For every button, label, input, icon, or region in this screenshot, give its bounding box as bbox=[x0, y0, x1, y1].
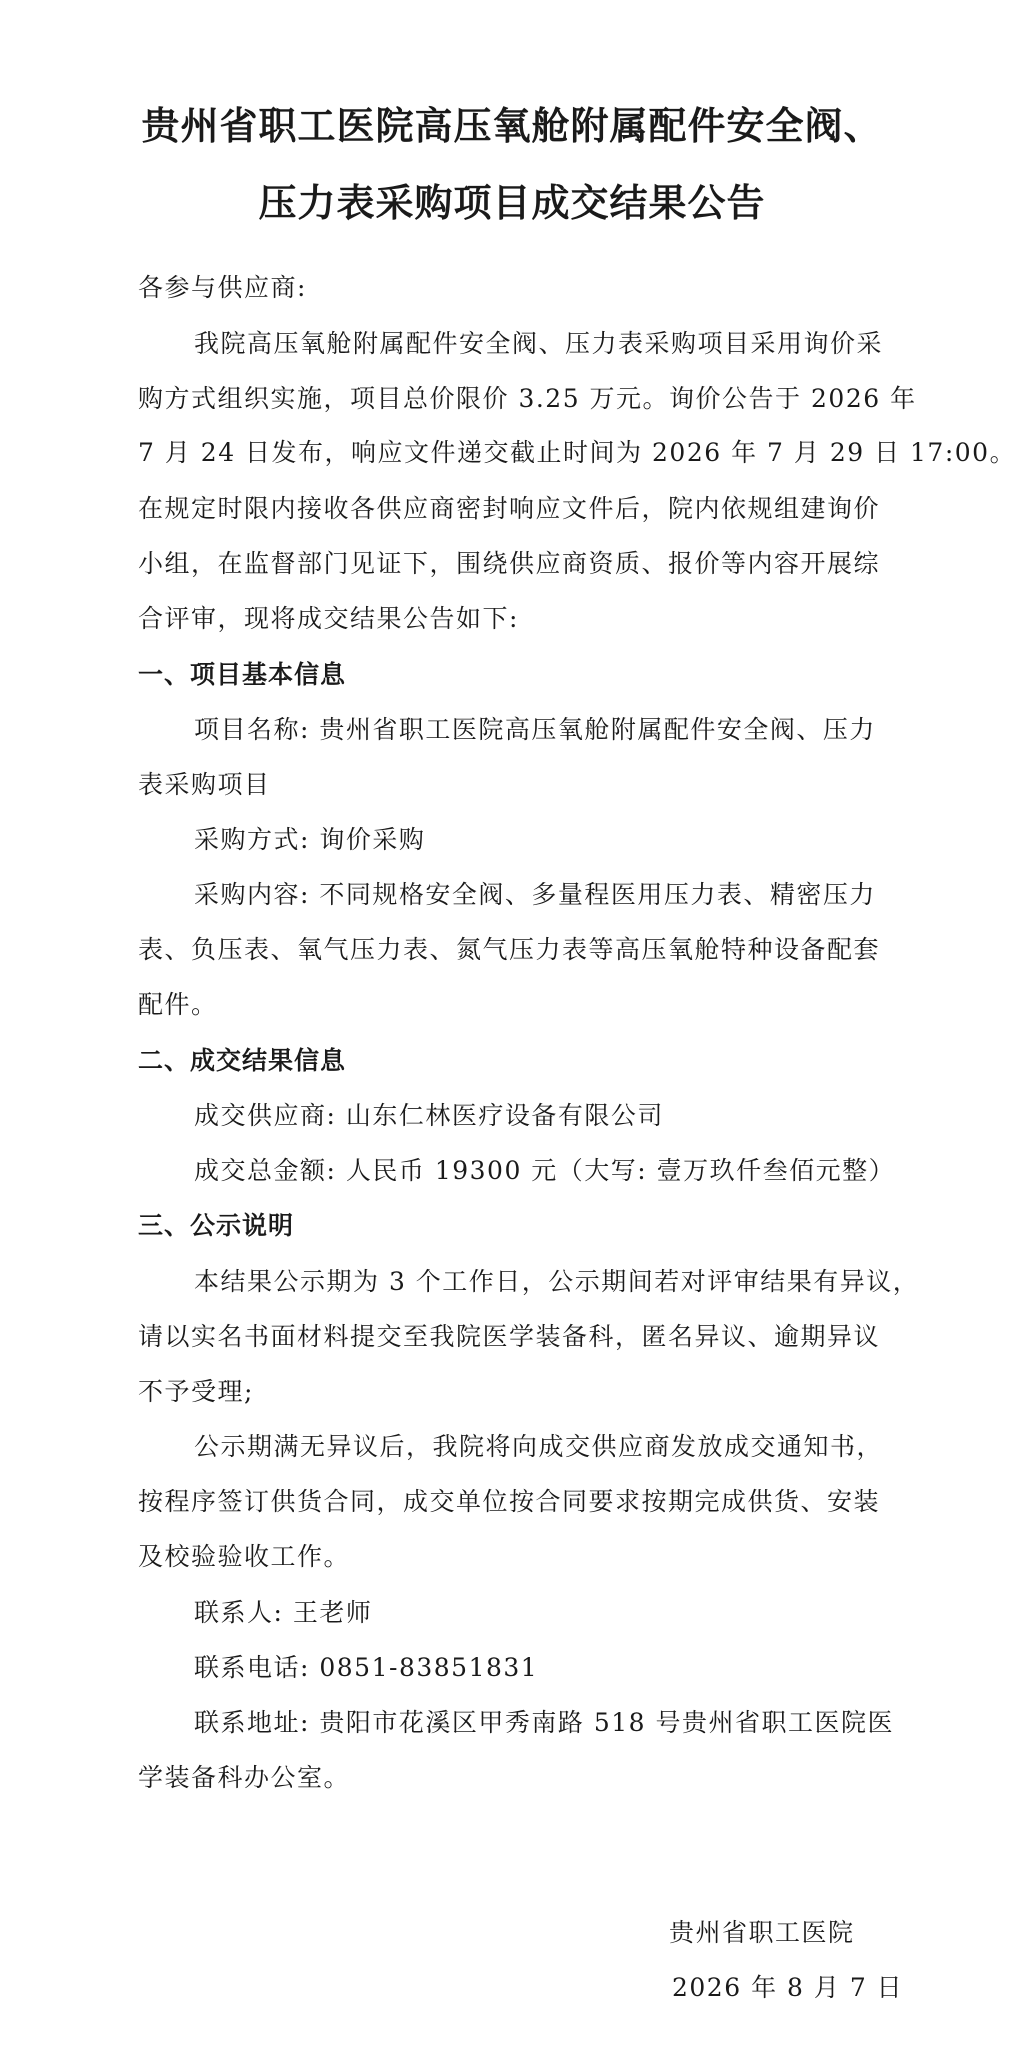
procurement-content-line: 采购内容: 不同规格安全阀、多量程医用压力表、精密压力 bbox=[194, 880, 876, 909]
procurement-content-line: 配件。 bbox=[138, 990, 218, 1019]
project-name-line: 项目名称: 贵州省职工医院高压氧舱附属配件安全阀、压力 bbox=[194, 715, 876, 744]
notice-line: 及校验验收工作。 bbox=[138, 1542, 351, 1571]
contact-person: 联系人: 王老师 bbox=[194, 1598, 373, 1627]
procurement-content-line: 表、负压表、氧气压力表、氮气压力表等高压氧舱特种设备配套 bbox=[138, 935, 881, 964]
procurement-method: 采购方式: 询价采购 bbox=[194, 825, 426, 854]
intro-line: 在规定时限内接收各供应商密封响应文件后，院内依规组建询价 bbox=[138, 494, 881, 523]
salutation: 各参与供应商: bbox=[138, 273, 307, 302]
contact-phone: 联系电话: 0851-83851831 bbox=[194, 1653, 539, 1682]
section-heading-notice: 三、公示说明 bbox=[138, 1211, 295, 1240]
notice-line: 不予受理; bbox=[138, 1377, 254, 1406]
project-name-line: 表采购项目 bbox=[138, 770, 271, 799]
notice-line: 按程序签订供货合同，成交单位按合同要求按期完成供货、安装 bbox=[138, 1487, 881, 1516]
intro-line: 购方式组织实施，项目总价限价 3.25 万元。询价公告于 2026 年 bbox=[138, 384, 917, 413]
contact-address-line: 联系地址: 贵阳市花溪区甲秀南路 518 号贵州省职工医院医 bbox=[194, 1708, 894, 1737]
signature-organization: 贵州省职工医院 bbox=[669, 1918, 855, 1947]
total-amount: 成交总金额: 人民币 19300 元（大写: 壹万玖仟叁佰元整） bbox=[194, 1156, 896, 1185]
intro-line: 合评审，现将成交结果公告如下: bbox=[138, 604, 519, 633]
winning-supplier: 成交供应商: 山东仁林医疗设备有限公司 bbox=[194, 1101, 664, 1130]
title-line-1: 贵州省职工医院高压氧舱附属配件安全阀、 bbox=[141, 104, 883, 148]
intro-line: 我院高压氧舱附属配件安全阀、压力表采购项目采用询价采 bbox=[194, 329, 884, 358]
intro-line: 7 月 24 日发布，响应文件递交截止时间为 2026 年 7 月 29 日 17:00。 bbox=[138, 438, 1017, 467]
contact-address-line: 学装备科办公室。 bbox=[138, 1763, 351, 1792]
section-heading-project-info: 一、项目基本信息 bbox=[138, 660, 347, 689]
notice-line: 请以实名书面材料提交至我院医学装备科，匿名异议、逾期异议 bbox=[138, 1322, 881, 1351]
signature-date: 2026 年 8 月 7 日 bbox=[672, 1973, 904, 2002]
section-heading-result-info: 二、成交结果信息 bbox=[138, 1046, 347, 1075]
intro-line: 小组，在监督部门见证下，围绕供应商资质、报价等内容开展综 bbox=[138, 549, 881, 578]
title-line-2: 压力表采购项目成交结果公告 bbox=[258, 181, 766, 225]
notice-line: 本结果公示期为 3 个工作日，公示期间若对评审结果有异议， bbox=[194, 1267, 920, 1296]
notice-line: 公示期满无异议后，我院将向成交供应商发放成交通知书， bbox=[194, 1432, 884, 1461]
